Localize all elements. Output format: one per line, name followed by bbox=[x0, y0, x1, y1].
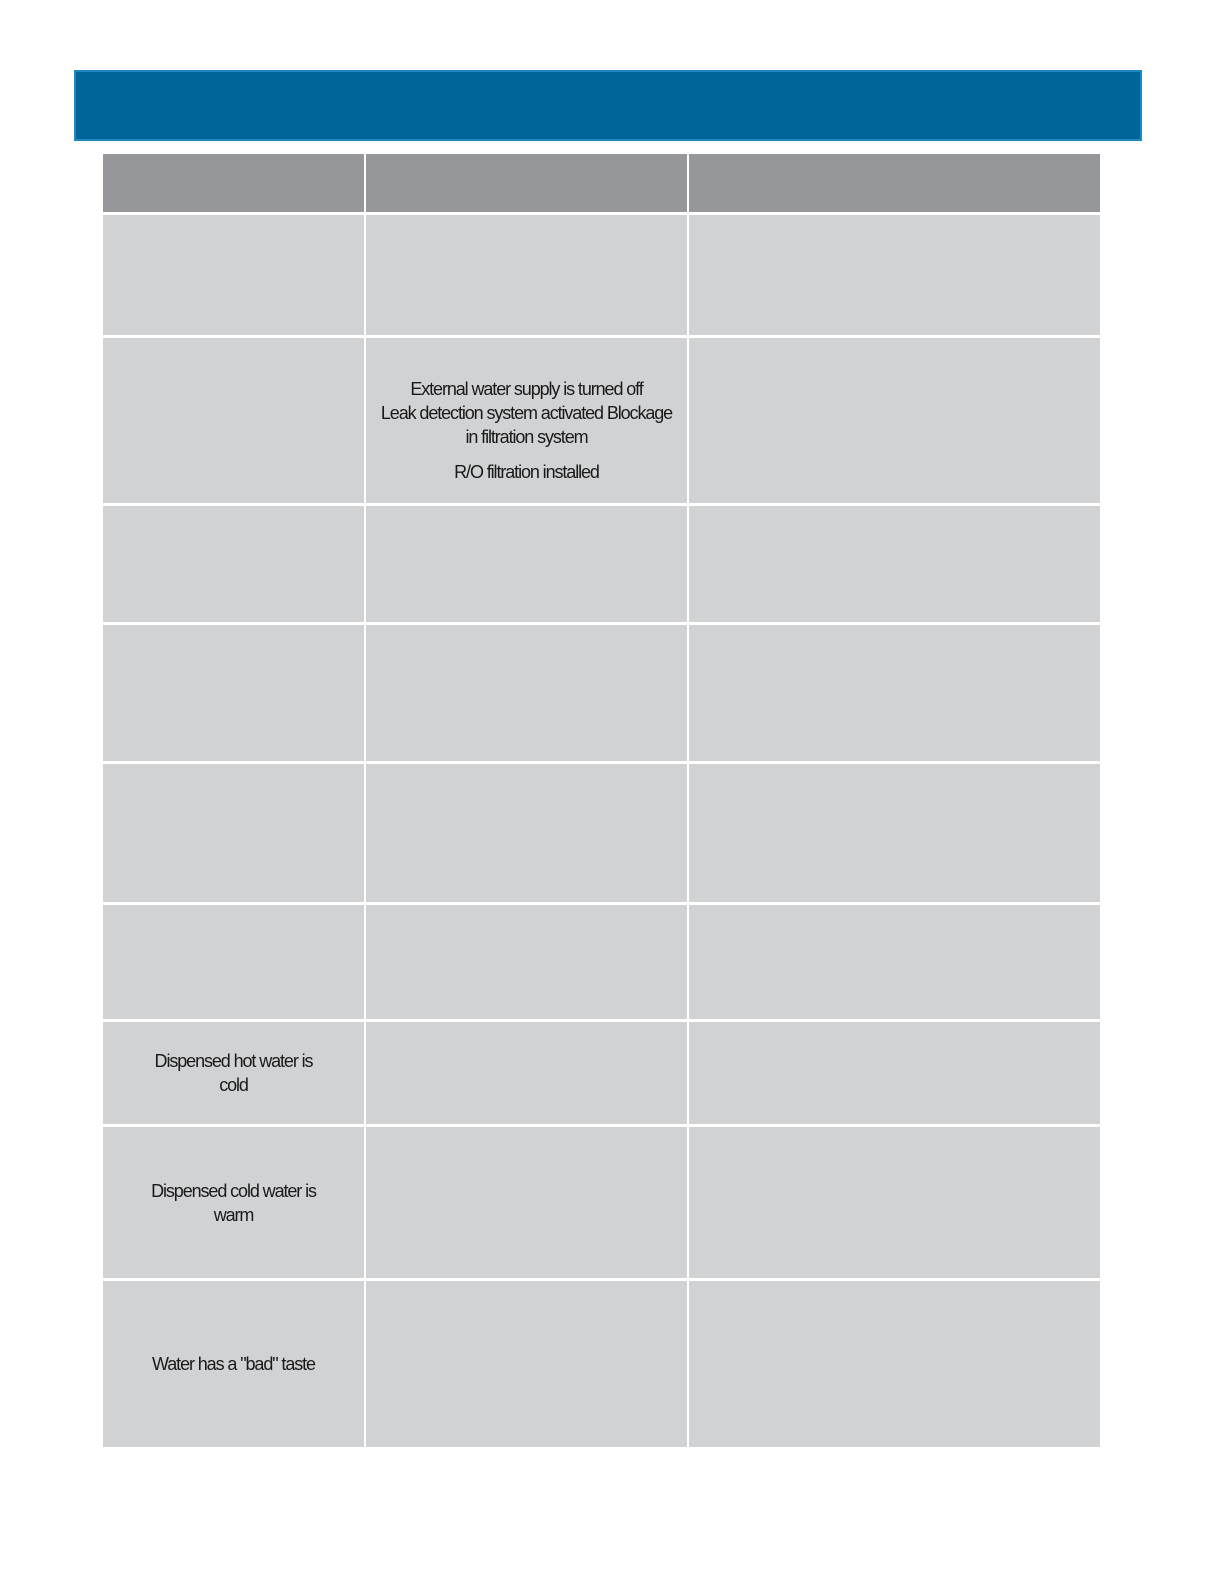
cause-text: R/O filtration installed bbox=[454, 462, 599, 482]
symptom-cell bbox=[103, 506, 364, 622]
solution-cell bbox=[689, 1127, 1100, 1278]
cause-cell bbox=[366, 1022, 687, 1124]
solution-cell bbox=[689, 764, 1100, 902]
cause-text: External water supply is turned off bbox=[410, 379, 643, 399]
symptom-cell bbox=[103, 1127, 364, 1278]
solution-cell bbox=[689, 1022, 1100, 1124]
solution-cell bbox=[689, 905, 1100, 1019]
symptom-text: Dispensed hot water is cold bbox=[154, 1051, 313, 1095]
header-cell-solution bbox=[689, 154, 1100, 212]
section-banner bbox=[74, 70, 1142, 141]
solution-cell bbox=[689, 506, 1100, 622]
solution-cell bbox=[689, 1281, 1100, 1447]
cause-cell bbox=[366, 625, 687, 761]
header-cell-symptom bbox=[103, 154, 364, 212]
symptom-cell bbox=[103, 625, 364, 761]
symptom-cell bbox=[103, 215, 364, 335]
solution-cell bbox=[689, 215, 1100, 335]
cause-text: Leak detection system activated Blockage in filtration system bbox=[380, 403, 673, 447]
cause-cell bbox=[366, 506, 687, 622]
cause-cell bbox=[366, 764, 687, 902]
symptom-cell bbox=[103, 905, 364, 1019]
troubleshooting-table bbox=[103, 154, 1100, 1447]
cause-cell bbox=[366, 1127, 687, 1278]
symptom-text: Dispensed cold water is warm bbox=[151, 1180, 316, 1225]
solution-cell bbox=[689, 625, 1100, 761]
symptom-text: Water has a "bad" taste bbox=[152, 1354, 315, 1374]
cause-cell bbox=[366, 905, 687, 1019]
cause-cell bbox=[366, 1281, 687, 1447]
symptom-cell bbox=[103, 764, 364, 902]
solution-cell bbox=[689, 338, 1100, 503]
symptom-cell bbox=[103, 1281, 364, 1447]
symptom-cell bbox=[103, 338, 364, 503]
cause-cell bbox=[366, 215, 687, 335]
symptom-cell bbox=[103, 1022, 364, 1124]
cause-cell bbox=[366, 338, 687, 503]
header-cell-cause bbox=[366, 154, 687, 212]
